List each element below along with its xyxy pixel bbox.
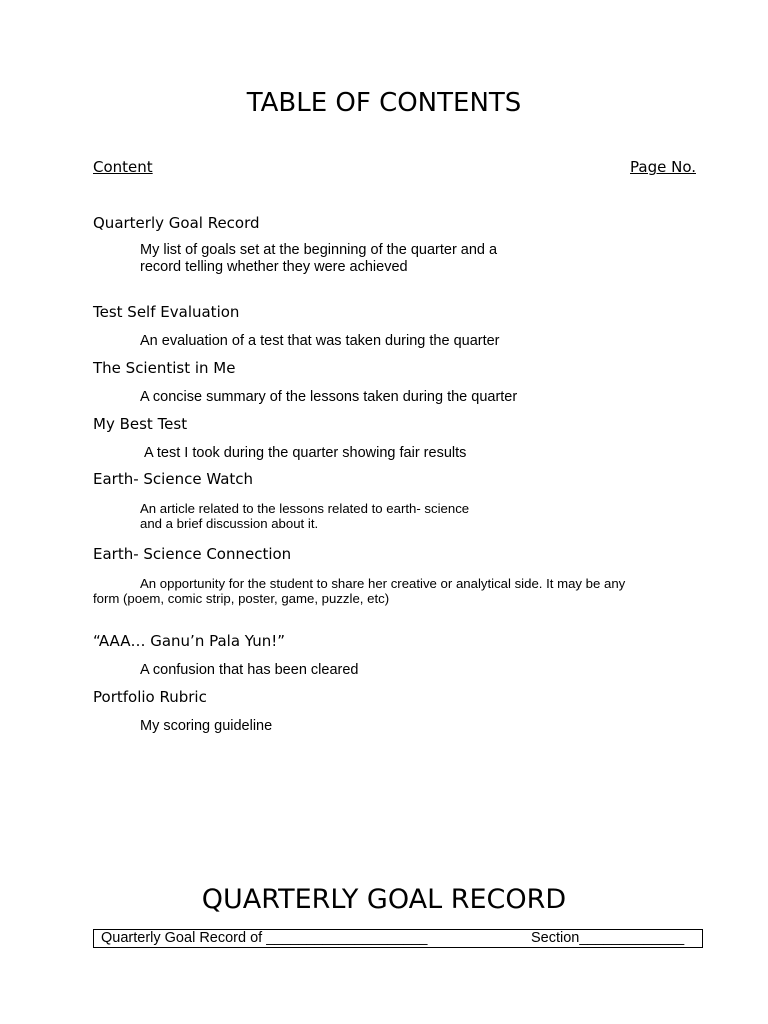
description-line: record telling whether they were achieved — [140, 259, 408, 275]
toc-entry-description — [140, 333, 500, 350]
description-line: and a brief discussion about it. — [140, 516, 319, 531]
toc-entry-title: The Scientist in Me — [93, 359, 236, 377]
description-line: form (poem, comic strip, poster, game, puzzle, etc) — [93, 591, 390, 606]
description-line: An article related to the lessons related to earth- science — [140, 501, 470, 516]
toc-entry-title: Earth- Science Connection — [93, 545, 292, 563]
description-line: A test I took during the quarter showing fair results — [144, 445, 467, 461]
toc-entry-description — [140, 718, 272, 735]
record-of-field[interactable]: Quarterly Goal Record of ____________________ — [101, 930, 428, 946]
content-column-header: Content — [93, 158, 153, 176]
description-line: An opportunity for the student to share her creative or analytical side. It may be any — [140, 576, 626, 591]
toc-entry-description — [140, 662, 358, 679]
description-line: My list of goals set at the beginning of the quarter and a — [140, 242, 498, 258]
toc-entry-title: Test Self Evaluation — [93, 303, 240, 321]
toc-entry-title: “AAA… Ganu’n Pala Yun!” — [93, 632, 286, 650]
page-no-column-header: Page No. — [630, 158, 696, 176]
goal-record-form-header — [93, 929, 703, 948]
toc-entry-title: Earth- Science Watch — [93, 470, 254, 488]
toc-entry-description — [140, 389, 517, 406]
section-title: QUARTERLY GOAL RECORD — [201, 884, 567, 915]
toc-entry-title: Quarterly Goal Record — [93, 214, 260, 232]
toc-entry-title: Portfolio Rubric — [93, 688, 207, 706]
description-line: An evaluation of a test that was taken during the quarter — [140, 333, 500, 349]
description-line: A confusion that has been cleared — [140, 662, 359, 678]
toc-entry-description — [140, 501, 469, 531]
description-line: A concise summary of the lessons taken during the quarter — [140, 389, 518, 405]
toc-entry-description — [140, 242, 497, 276]
page-title: TABLE OF CONTENTS — [246, 88, 522, 118]
toc-entry-title: My Best Test — [93, 415, 188, 433]
description-line: My scoring guideline — [140, 718, 273, 734]
toc-entry-description — [144, 445, 466, 462]
section-field[interactable]: Section_____________ — [531, 930, 685, 946]
toc-entry-description — [93, 576, 625, 606]
